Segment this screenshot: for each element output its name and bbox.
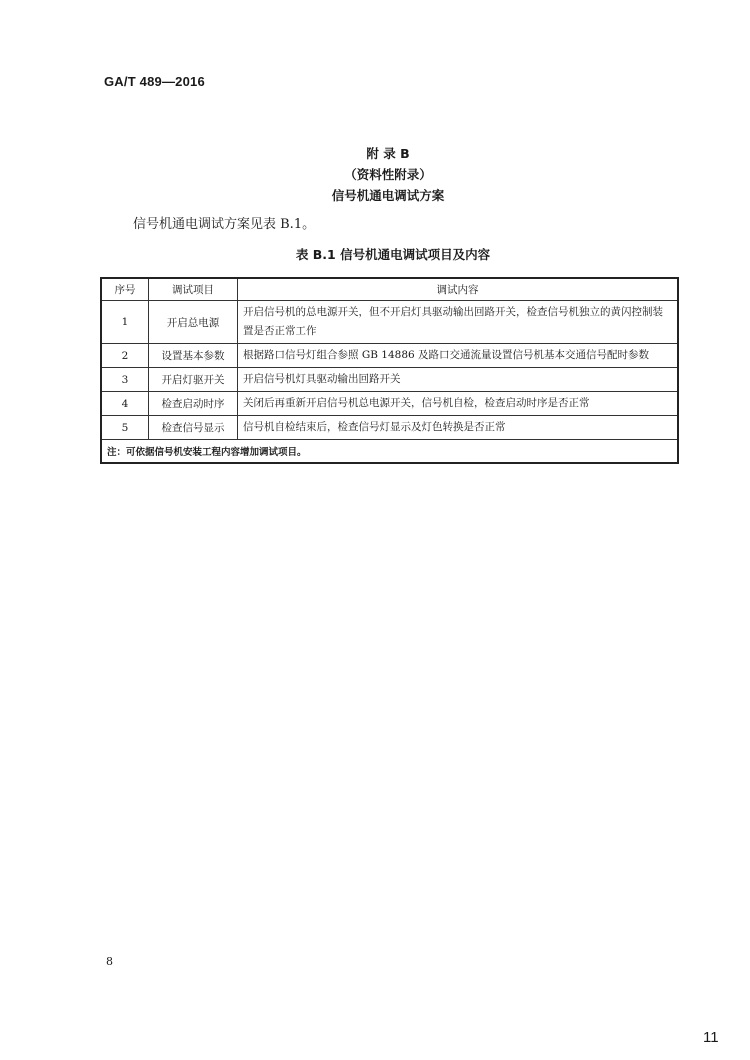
table-note: 注：可依据信号机安装工程内容增加调试项目。 [101, 440, 678, 464]
table-row [101, 344, 678, 368]
appendix-type: （资料性附录） [344, 167, 432, 182]
column-header-content: 调试内容 [238, 278, 679, 301]
table-row [101, 392, 678, 416]
row-content: 开启信号机灯具驱动输出回路开关 [238, 368, 679, 392]
table-row [101, 301, 678, 344]
page-number: 8 [106, 955, 113, 968]
row-item: 检查启动时序 [149, 392, 238, 416]
row-number: 5 [101, 416, 149, 440]
row-item: 开启总电源 [149, 301, 238, 344]
debug-items-table [100, 277, 679, 464]
sheet-number: 11 [703, 1029, 719, 1046]
table-row [101, 416, 678, 440]
table-note-row [101, 440, 678, 464]
column-header-item: 调试项目 [149, 278, 238, 301]
row-number: 1 [101, 301, 149, 344]
row-content: 开启信号机的总电源开关，但不开启灯具驱动输出回路开关，检查信号机独立的黄闪控制装置是否正常工作 [238, 301, 679, 344]
table-title: 表 B.1 信号机通电调试项目及内容 [295, 247, 491, 262]
row-content: 根据路口信号灯组合参照 GB 14886 及路口交通流量设置信号机基本交通信号配时参数 [238, 344, 679, 368]
row-item: 检查信号显示 [149, 416, 238, 440]
standard-code: GA/T 489—2016 [104, 74, 205, 89]
appendix-label: 附 录 B [366, 146, 410, 161]
table-row [101, 368, 678, 392]
row-item: 设置基本参数 [149, 344, 238, 368]
column-header-number: 序号 [101, 278, 149, 301]
row-content: 关闭后再重新开启信号机总电源开关，信号机自检，检查启动时序是否正常 [238, 392, 679, 416]
table-header-row [101, 278, 678, 301]
intro-text: 信号机通电调试方案见表 B.1。 [133, 217, 316, 232]
appendix-title: 信号机通电调试方案 [331, 188, 445, 203]
row-item: 开启灯驱开关 [149, 368, 238, 392]
row-content: 信号机自检结束后，检查信号灯显示及灯色转换是否正常 [238, 416, 679, 440]
row-number: 4 [101, 392, 149, 416]
row-number: 3 [101, 368, 149, 392]
row-number: 2 [101, 344, 149, 368]
